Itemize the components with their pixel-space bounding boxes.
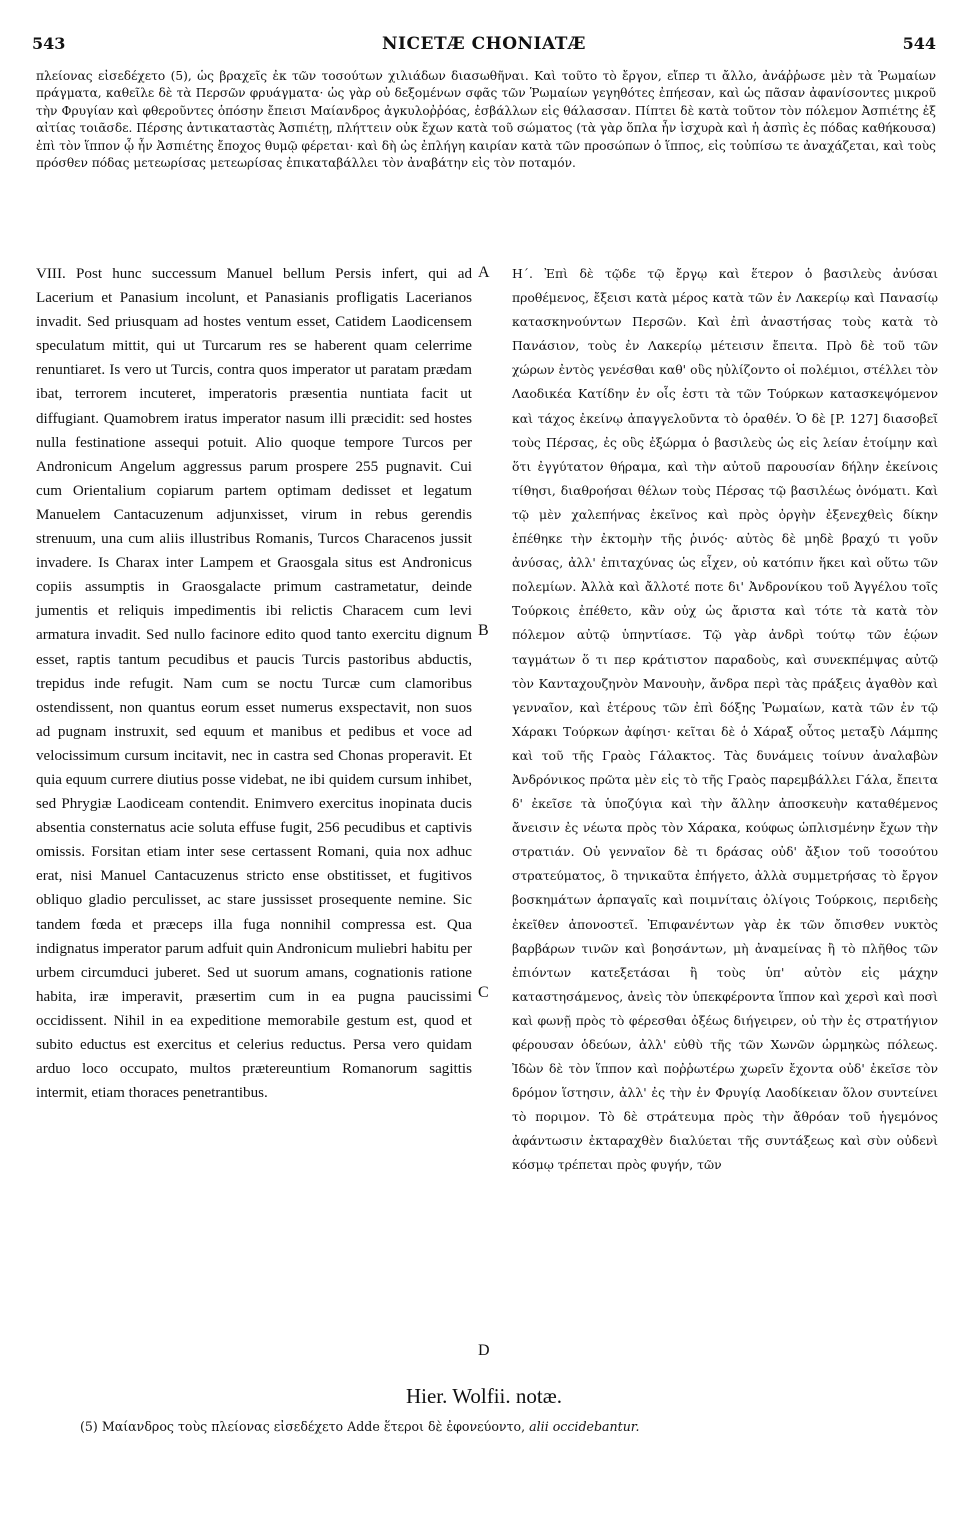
margin-marker-c: C [478,984,489,1001]
footnote-italic: alii occidebantur. [525,1419,640,1434]
greek-top-paragraph [36,68,936,172]
notes-title: Hier. Wolfii. notæ. [405,1384,562,1408]
greek-text: Η΄. Ἐπὶ δὲ τῷδε τῷ ἔργῳ καὶ ἕτερον ὁ βασιλεὺς ἀνύσαι προθέμενος, ἔξεισι κατὰ μέρος κατὰ τῶν ἐν Λακερίῳ καὶ Πανασίῳ κατασκηνούντων Περσῶν. Καὶ ἐπὶ ἀναστήσας τοὺς κατὰ τὸ Πανάσιον, τοὺς ἐν Λακερίῳ μέτεισιν ἔπειτα. Πρὸ δὲ τοῦ τῶν χώρων ἐντὸς γενέσθαι καθ' οὓς ηὐλίζοντο οἱ πολέμιοι, στέλλει τὸν Λαοδικέα Κατίδην ἐν οἷς ἐστι τὰ τῶν Τούρκων κατασκεψόμενον καὶ τάχος ἐκείνῳ ἀπαγγελοῦντα τὸ ὁραθέν. Ὁ δὲ [P. 127] διασοβεῖ τοὺς Πέρσας, ἐς οὓς ἐξώρμα ὁ βασιλεὺς ὡς εἰς λείαν ἑτοίμην καὶ ὅτι ἐγγύτατον θήραμα, καὶ τὴν αὐτοῦ παρουσίαν δήλην ἐκείνοις τίθησι, διαθροήσαι θέλων τοὺς Πέρσας τῷ βασιλέως ὀνόματι. Καὶ τῷ μὲν χαλεπήνας ἐκεῖνος καὶ πρὸς ὀργὴν ἐξενεχθεὶς δίκην ἐπέθηκε τὴν ἐκτομὴν τῆς ῥινός· αὐτὸς δὲ μηδὲ βραχύ τι γοῦν ἀνύσας, ἀλλ' ἐπιταχύνας ὡς εἶχεν, οὐ κατόπιν ἥκει καὶ οὕτω τῶν πολεμίων. Ἀλλὰ καὶ ἄλλοτέ ποτε δι' Ἀνδρονίκου τοῦ Ἀγγέλου τοῖς Τούρκοις ἐπέθετο, κἂν οὐχ ὡς ἄριστα καὶ τότε τὰ κατὰ τὸν πόλεμον αὐτῷ ὑπηντίασε. Τῷ γὰρ ἀνδρὶ τούτῳ τῶν ἑῴων ταγμάτων ὅ τι περ κράτιστον παραδοὺς, καὶ συνεκπέμψας αὐτῷ τὸν Κανταχουζηνὸν Μανουὴν, ἄνδρα περὶ τὰς πράξεις ἀγαθὸν καὶ γενναῖον, καὶ ἑτέρους τῶν ἐπὶ δόξης Ῥωμαίων, κατὰ τῶν ἐν τῷ Χάρακι Τούρκων ἀφίησι· κεῖται δὲ ὁ Χάραξ οὗτος μεταξὺ Λάμπης καὶ τοῦ τῆς Γραὸς Γάλακτος. Τὰς δυνάμεις τοίνυν ἀναλαβὼν Ἀνδρόνικος πρῶτα μὲν εἰς τὸ τῆς Γραὸς παρεμβάλλει Γάλα, ἔπειτα δ' ἐκεῖσε τὰ ὑποζύγια καὶ τὴν ἄλλην ἀποσκευὴν καταθέμενος ἄνεισιν ἐς νέωτα πρὸς τὸν Χάρακα, κούφως ὡπλισμένην ἔχων τὴν στρατιάν. Οὐ γενναῖον δὲ τι δράσας οὐδ' ἄξιον τοῦ τοσούτου στρατεύματος, ὃ τηνικαῦτα ἐπήγετο, ἀλλὰ συμμετρήσας τὸ ἔργον βοσκημάτων ἁρπαγαῖς καὶ ποιμνίταις ὀλίγοις Τούρκοις, περιδεὴς ἐκεῖθεν ἀπονοστεῖ. Ἐπιφανέντων γὰρ ἐκ τῶν ὄπισθεν νυκτὸς βαρβάρων τινῶν καὶ βοησάντων, μὴ ἀναμείνας ἢ τὸ πλῆθος τῶν ἐπιόντων κατεξετάσαι ἢ τοὺς ὑπ' αὐτὸν εἰς μάχην καταστησάμενος, ἀνεὶς τὸν ὑπεκφέροντα ἵππον καὶ χερσὶ καὶ ποσὶ καὶ φωνῇ πρὸς τὸ φέρεσθαι ὀξέως διήγειρεν, οὐ τὴν ἐς στρατήγιον φέρουσαν ὁδεύων, ἀλλ' εὐθὺ τῆς τῶν Χωνῶν ὡρμηκὼς πόλεως. Ἰδὼν δὲ τὸν ἵππον καὶ ποῤῥωτέρω χωρεῖν ἔχοντα οὐδ' ἐκεῖσε τὸν δρόμον ἵστησιν, ἀλλ' ἐς τὴν ἐν Φρυγίᾳ Λαοδίκειαν ὅλον συντείνει τὸ ποριμον. Τὸ δὲ στράτευμα πρὸς τὴν ἄθρόαν τοῦ ἡγεμόνος ἀφάντωσιν ἐκταραχθὲν διαλύεται τῆς συντάξεως καὶ σὺν οὐδενὶ κόσμῳ τρέπεται πρὸς φυγήν, τῶν [512,266,938,1173]
footnote [80,1418,936,1436]
margin-marker-b: B [478,622,489,639]
margin-marker-a: A [478,264,490,281]
latin-text: VIII. Post hunc successum Manuel bellum Persis infert, qui ad Lacerium et Panasium incolunt, et Panasianis profligatis Lacerianos invadit. Sed priusquam ad hostes ventum esset, Catidem Laodicensem speculatum mittit, qui ut Turcarum res se haberent quam celerrime renuntiaret. Is vero ut Turcis, contra quos imperator ut paratam prædam ibat, terrorem incuteret, imperatoris præsentia nuntiata facit ut diffugiant. Quamobrem iratus imperator nasum illi præcidit: sed hostes nulla festinatione assequi potuit. Alio quoque tempore Turcos per Andronicum Angelum aggressus parum prospere 255 pugnavit. Cui cum Orientalium copiarum partem optimam dedisset et legatum Manuelem Cantacuzenum adjunxisset, virum in rebus gerendis strenuum, una cum aliis illustribus Romanis, Turcos Characenos jussit invadere. Is Charax inter Lampem et Graosgala situs est Andronicus copiis assumptis in Graosgalacte primum castrametatur, deinde jumentis et reliquis impedimentis ibi relictis Characem cum levi armatura invadit. Sed nullo facinore edito quod tanto exercitu dignum esset, raptis tantum pecudibus et paucis Turcis pastoribus abductis, trepidus inde refugit. Nam cum se noctu Turcæ cum clamoribus ostendissent, non quantus eorum esset numerus exspectavit, non suos ad pugnam instruxit, sed equum et manibus et pedibus et voce ad velocissimum cursum incitavit, nec in castra sed Chonas properavit. Et quia equum currere diutius posse videbat, ne ibi quidem cursum inhibet, sed Phrygiæ Laodiceam contendit. Enimvero exercitus inopinata ducis absentia consternatus acie soluta effuse fugit, 256 pecudibus et captivis omissis. Forsitan etiam inter sese certassent Romani, quia nox adhuc erat, nisi Manuel Cantacuzenus stricto ense obstitisset, et fugitivos obliquo gladio perculisset, ac stare jussisset prosequente nemine. Sic tandem fœda et præceps illa fuga nonnihil compressa est. Qua indignatus imperator parum adfuit quin Andronicum muliebri habitu per urbem circumduci juberet. Sed ut suorum amans, cognationis ratione habita, iræ imperavit, præsertim cum in ea pugna paucissimi occidissent. Nihil in ea expeditione memorabile gestum est, quod et subito eductus est exercitus et celerius reductus. Persa vero quidam arduo loco occupato, multos prætereuntium Romanorum sagittis intermit, etiam thoraces penetrantibus. [36,266,472,1102]
page-number-right: 544 [902,34,936,53]
margin-marker-d: D [478,1342,490,1359]
latin-column [36,262,472,1105]
greek-column [512,262,938,1178]
page-header [32,34,936,62]
page-number-left: 543 [32,34,66,53]
running-title: NICETÆ CHONIATÆ [381,34,586,54]
footnote-text: (5) Μαίανδρος τοὺς πλείονας εἰσεδέχετο Adde ἕτεροι δὲ ἐφονεύοντο, [80,1419,526,1434]
greek-top-text: πλείονας εἰσεδέχετο (5), ὡς βραχεῖς ἐκ τῶν τοσούτων χιλιάδων διασωθῆναι. Καὶ τοῦτο τὸ ἔργον, εἴπερ τι ἄλλο, ἀνάῤῥωσε μὲν τὰ Ῥωμαίων πράγματα, καθεῖλε δὲ τὰ Περσῶν φρυάγματα· ὡς γὰρ οὐ δεξομένων σφᾶς τῶν Ῥωμαίων γεγηθότες ἐπήεσαν, καὶ ὡς πᾶσαν ἀφανίσοντες μικροῦ τὴν Φρυγίαν καὶ φθεροῦντες ὁπόσην ἔπεισι Μαίανδρος ἀγκυλοῤῥόας, ἐσβάλλων εἰς θάλασσαν. Πίπτει δὲ κατὰ τοῦτον τὸν πόλεμον Ἀσπιέτης ἐξ αἰτίας τοιᾶσδε. Πέρσης ἀντικαταστὰς Ἀσπιέτῃ, πλήττειν οὐκ ἔχων κατὰ τοῦ σώματος (τὰ γὰρ ὅπλα ἦν ἰσχυρὰ καὶ ἡ ἀσπὶς ἐς πόδας καθήκουσα) ἐπὶ τὸν ἵππον ᾧ ἦν Ἀσπιέτης ἔποχος θυμῷ φέρεται· καὶ δὴ ὡς ἐπλήγη καιρίαν κατὰ τῶν προσώπων ὁ ἵππος, εἰς τοὐπίσω τε ἀναχάζεται, καὶ τοὺς πρόσθεν πόδας μετεωρίσας μετεωρίσας ἐπικαταβάλλει τὸν ἀναβάτην εἰς τὸν ποταμόν. [36,69,937,171]
